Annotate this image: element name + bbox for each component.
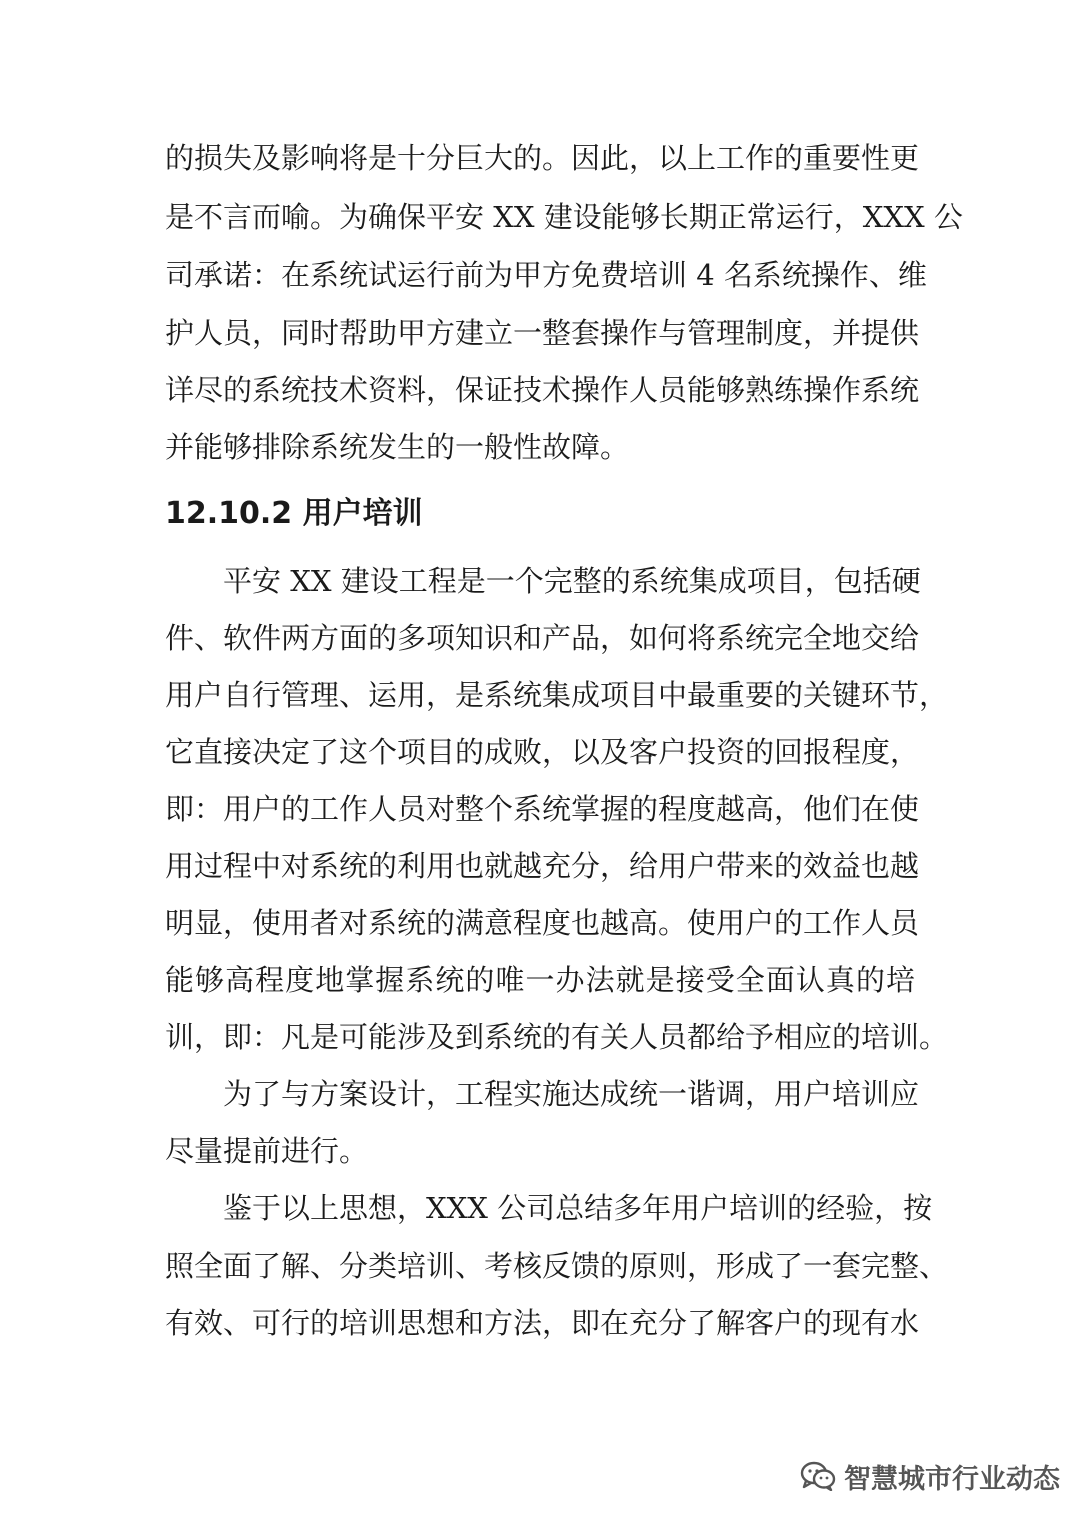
paragraph-4-line-2: 照全面了解、分类培训、考核反馈的原则，形成了一套完整、 [165, 1249, 949, 1283]
watermark-text: 智慧城市行业动态 [844, 1463, 1060, 1495]
paragraph-1-line-5: 详尽的系统技术资料，保证技术操作人员能够熟练操作系统 [165, 373, 920, 407]
paragraph-1-line-1: 的损失及影响将是十分巨大的。因此，以上工作的重要性更 [165, 141, 920, 175]
paragraph-2-line-7: 明显，使用者对系统的满意程度也越高。使用户的工作人员 [165, 906, 920, 940]
watermark [800, 1456, 1060, 1496]
paragraph-3-line-2: 尽量提前进行。 [165, 1134, 369, 1168]
paragraph-4-line-3: 有效、可行的培训思想和方法，即在充分了解客户的现有水 [165, 1306, 920, 1340]
paragraph-3-line-1: 为了与方案设计，工程实施达成统一谐调，用户培训应 [223, 1077, 920, 1111]
paragraph-2-line-6: 用过程中对系统的利用也就越充分，给用户带来的效益也越 [165, 849, 920, 883]
paragraph-1-line-3: 司承诺：在系统试运行前为甲方免费培训 4 名系统操作、维 [165, 258, 927, 292]
paragraph-1-line-4: 护人员，同时帮助甲方建立一整套操作与管理制度，并提供 [165, 316, 920, 350]
paragraph-2-line-5: 即：用户的工作人员对整个系统掌握的程度越高，他们在使 [165, 792, 920, 826]
paragraph-2-line-8: 能够高程度地掌握系统的唯一办法就是接受全面认真的培 [165, 963, 915, 997]
paragraph-2-line-4: 它直接决定了这个项目的成败，以及客户投资的回报程度， [165, 735, 920, 769]
paragraph-2-line-3: 用户自行管理、运用，是系统集成项目中最重要的关键环节， [165, 678, 949, 712]
paragraph-4-line-1: 鉴于以上思想，XXX 公司总结多年用户培训的经验，按 [223, 1191, 933, 1225]
paragraph-2-line-9: 训，即：凡是可能涉及到系统的有关人员都给予相应的培训。 [165, 1020, 949, 1054]
paragraph-1-line-2: 是不言而喻。为确保平安 XX 建设能够长期正常运行，XXX 公 [165, 200, 963, 234]
wechat-icon [800, 1461, 836, 1491]
paragraph-2-line-1: 平安 XX 建设工程是一个完整的系统集成项目，包括硬 [223, 564, 921, 598]
paragraph-1-line-6: 并能够排除系统发生的一般性故障。 [165, 430, 630, 464]
paragraph-2-line-2: 件、软件两方面的多项知识和产品，如何将系统完全地交给 [165, 621, 920, 655]
section-heading: 12.10.2 用户培训 [165, 496, 423, 531]
